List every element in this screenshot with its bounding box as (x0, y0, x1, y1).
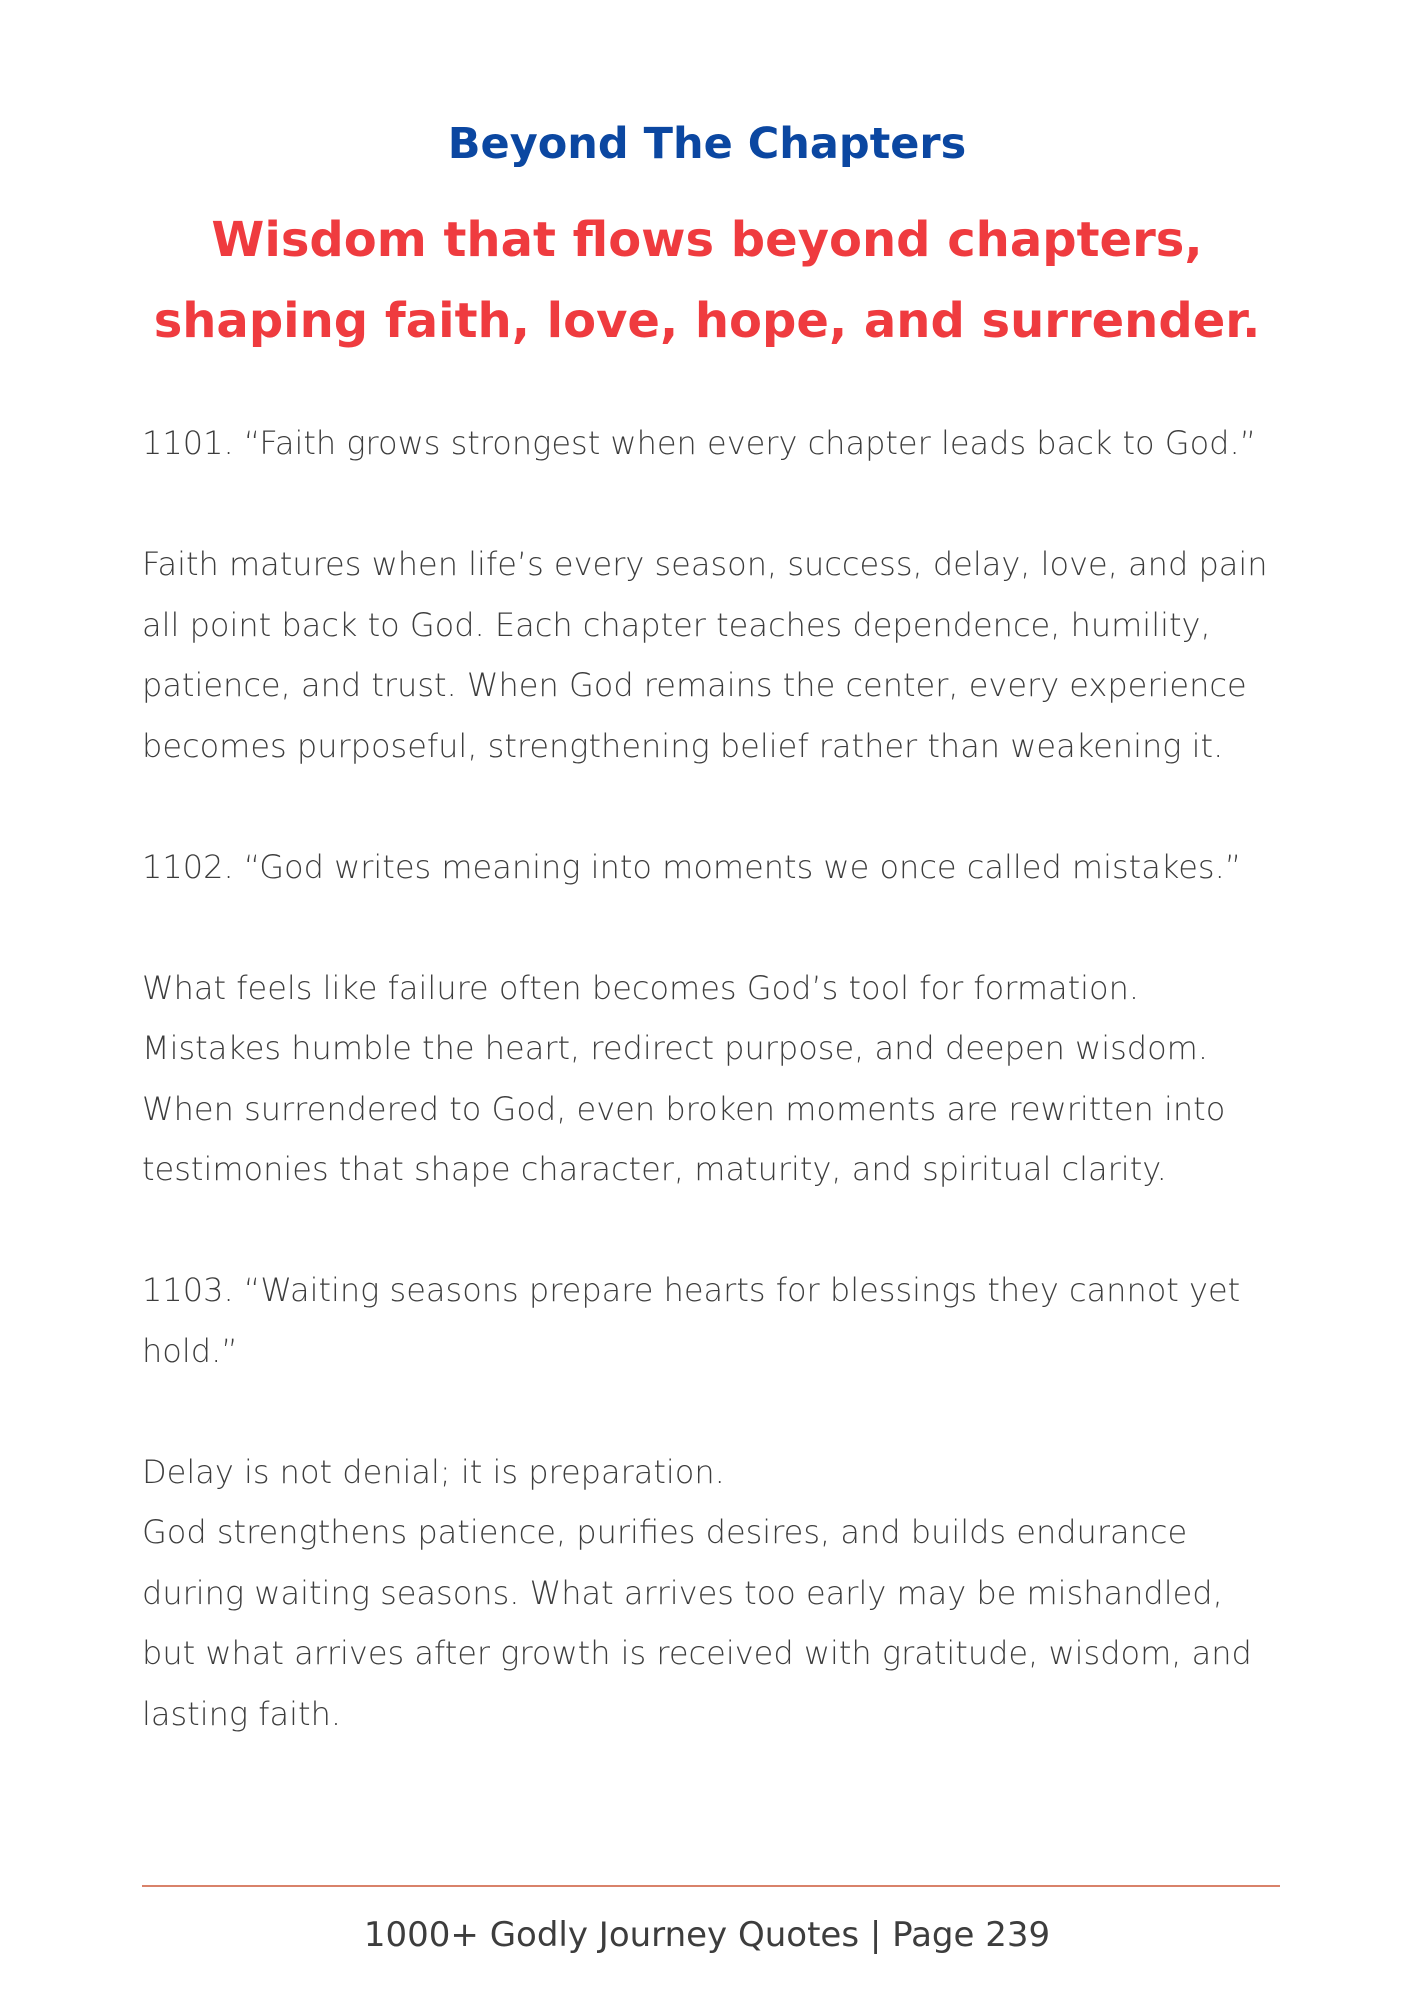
quote-1102: 1102. “God writes meaning into moments we once called mistakes.” (142, 847, 1242, 886)
quote-1101: 1101. “Faith grows strongest when every chapter leads back to God.” (142, 424, 1257, 462)
quote-content (142, 413, 1282, 1805)
quote-1102-explanation: What feels like failure often becomes God’s tool for formation. Mistakes humble the heart, redirect purpose, and deepen wisdom. When surrendered to God, even broken moments are rewritten into testimonies that shape character, maturity, and spiritual clarity. (142, 968, 1226, 1188)
footer-page-label: 1000+ Godly Journey Quotes | Page 239 (363, 1915, 1051, 1955)
page-title: Beyond The Chapters (447, 119, 967, 169)
quote-1103-explanation-lead: Delay is not denial; it is preparation. (142, 1452, 725, 1491)
quote-1103: 1103. “Waiting seasons prepare hearts for blessings they cannot yet hold.” (142, 1271, 1241, 1370)
page-subtitle: Wisdom that flows beyond chapters, shaping faith, love, hope, and surrender. (153, 212, 1261, 349)
footer-divider (142, 1885, 1280, 1887)
quote-1101-explanation: Faith matures when life’s every season, success, delay, love, and pain all point back to God. Each chapter teaches dependence, humility, patience, and trust. When God remains the center, every experience becomes purposeful, strengthening belief rather than weakening it. (142, 545, 1268, 765)
quote-1103-explanation: God strengthens patience, purifies desires, and builds endurance during waiting seasons. What arrives too early may be mishandled, but what arrives after growth is received with gratitude, wisdom, and lasting faith. (142, 1513, 1252, 1733)
